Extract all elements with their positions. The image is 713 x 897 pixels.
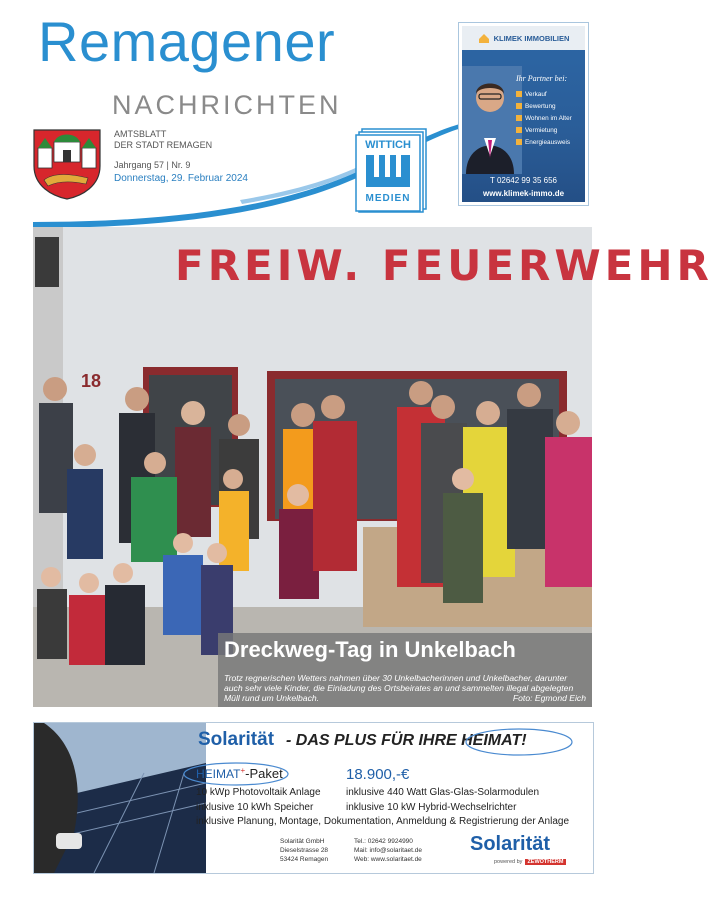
service-label: Energieausweis (525, 138, 571, 146)
check-icon (516, 103, 522, 109)
check-icon (516, 115, 522, 121)
service-label: Bewertung (525, 102, 556, 110)
klimek-ad[interactable] (458, 22, 589, 206)
masthead-line2: DER STADT REMAGEN (114, 140, 213, 150)
package-price: 18.900,-€ (346, 766, 410, 783)
solar-logo: Solarität (470, 833, 551, 855)
solar-address (280, 837, 328, 864)
service-label: Wohnen im Alter (525, 114, 572, 122)
fire-station-sign: FREIW. FEUERWEHR (175, 241, 713, 290)
masthead-subtitle: NACHRICHTEN (112, 90, 342, 120)
issue-number: Jahrgang 57 | Nr. 9 (114, 160, 191, 170)
zewotherm-logo: ZEWOTHERM (527, 859, 564, 865)
service-item (516, 124, 572, 136)
klimek-phone: T 02642 99 35 656 (489, 176, 558, 185)
agent-portrait (462, 66, 522, 174)
package-plus: + (240, 766, 246, 775)
check-icon (516, 91, 522, 97)
issue-date: Donnerstag, 29. Februar 2024 (114, 173, 248, 184)
article-text: Trotz regnerischen Wetters nahmen über 30 Unkelbacherinnen und Unkelbacher, darunter auch sehr viele Kinder, die Einladung des Ortsbeirates an und sammelten illegal abgelegten Müll rund um Unkelbach. (224, 673, 574, 703)
klimek-brand: KLIMEK IMMOBILIEN (493, 33, 570, 43)
service-label: Vermietung (525, 126, 558, 134)
wittich-medien-logo (354, 127, 430, 213)
package-suffix: -Paket (245, 766, 283, 781)
article-title: Dreckweg-Tag in Unkelbach (224, 637, 516, 662)
service-label: Verkauf (525, 90, 547, 98)
feature-right-2: inklusive 10 kW Hybrid-Wechselrichter (346, 802, 517, 813)
klimek-header (462, 26, 585, 50)
address-line: Solarität GmbH (280, 838, 325, 845)
service-item (516, 136, 572, 148)
masthead-line1: AMTSBLATT (114, 129, 167, 139)
powered-by (494, 859, 566, 865)
powered-label: powered by (494, 859, 523, 865)
klimek-url[interactable]: www.klimek-immo.de (482, 189, 565, 198)
wittich-label: WITTICH (365, 139, 411, 151)
check-icon (516, 139, 522, 145)
service-item (516, 112, 572, 124)
contact-phone[interactable]: Tel.: 02642 9924990 (354, 838, 413, 845)
slogan-ellipse (464, 725, 574, 759)
service-item (516, 88, 572, 100)
solar-contact (354, 837, 422, 864)
service-item (516, 100, 572, 112)
feature-left-1: 10 kWp Photovoltaik Anlage (196, 787, 321, 798)
feature-right-1: inklusive 440 Watt Glas-Glas-Solarmodulen (346, 787, 540, 798)
address-line: 53424 Remagen (280, 856, 329, 863)
masthead-title: Remagener (38, 10, 336, 73)
medien-label: MEDIEN (365, 193, 411, 204)
klimek-services (516, 88, 572, 148)
address-line: Dieselstrasse 28 (280, 847, 329, 854)
solar-installer-image (34, 723, 206, 873)
feature-left-2: inklusive 10 kWh Speicher (196, 802, 314, 813)
contact-mail[interactable]: Mail: info@solaritaet.de (354, 847, 423, 854)
door-number: 18 (81, 371, 102, 391)
solar-slogan: - DAS PLUS FÜR IHRE HEIMAT! (286, 732, 527, 749)
feature-full: inklusive Planung, Montage, Dokumentation, Anmeldung & Registrierung der Anlage (196, 816, 570, 827)
solaritaet-ad[interactable] (33, 722, 594, 874)
contact-web[interactable]: Web: www.solaritaet.de (354, 856, 422, 863)
klimek-tagline: Ihr Partner bei: (516, 74, 568, 83)
city-crest-icon (32, 128, 102, 200)
package-name-text: HEIMAT (196, 767, 241, 781)
solar-brand: Solarität (198, 729, 275, 750)
article-caption (218, 633, 592, 707)
photo-credit: Foto: Egmond Eich (512, 693, 586, 703)
house-icon (478, 33, 490, 44)
package-name (196, 766, 283, 781)
check-icon (516, 127, 522, 133)
